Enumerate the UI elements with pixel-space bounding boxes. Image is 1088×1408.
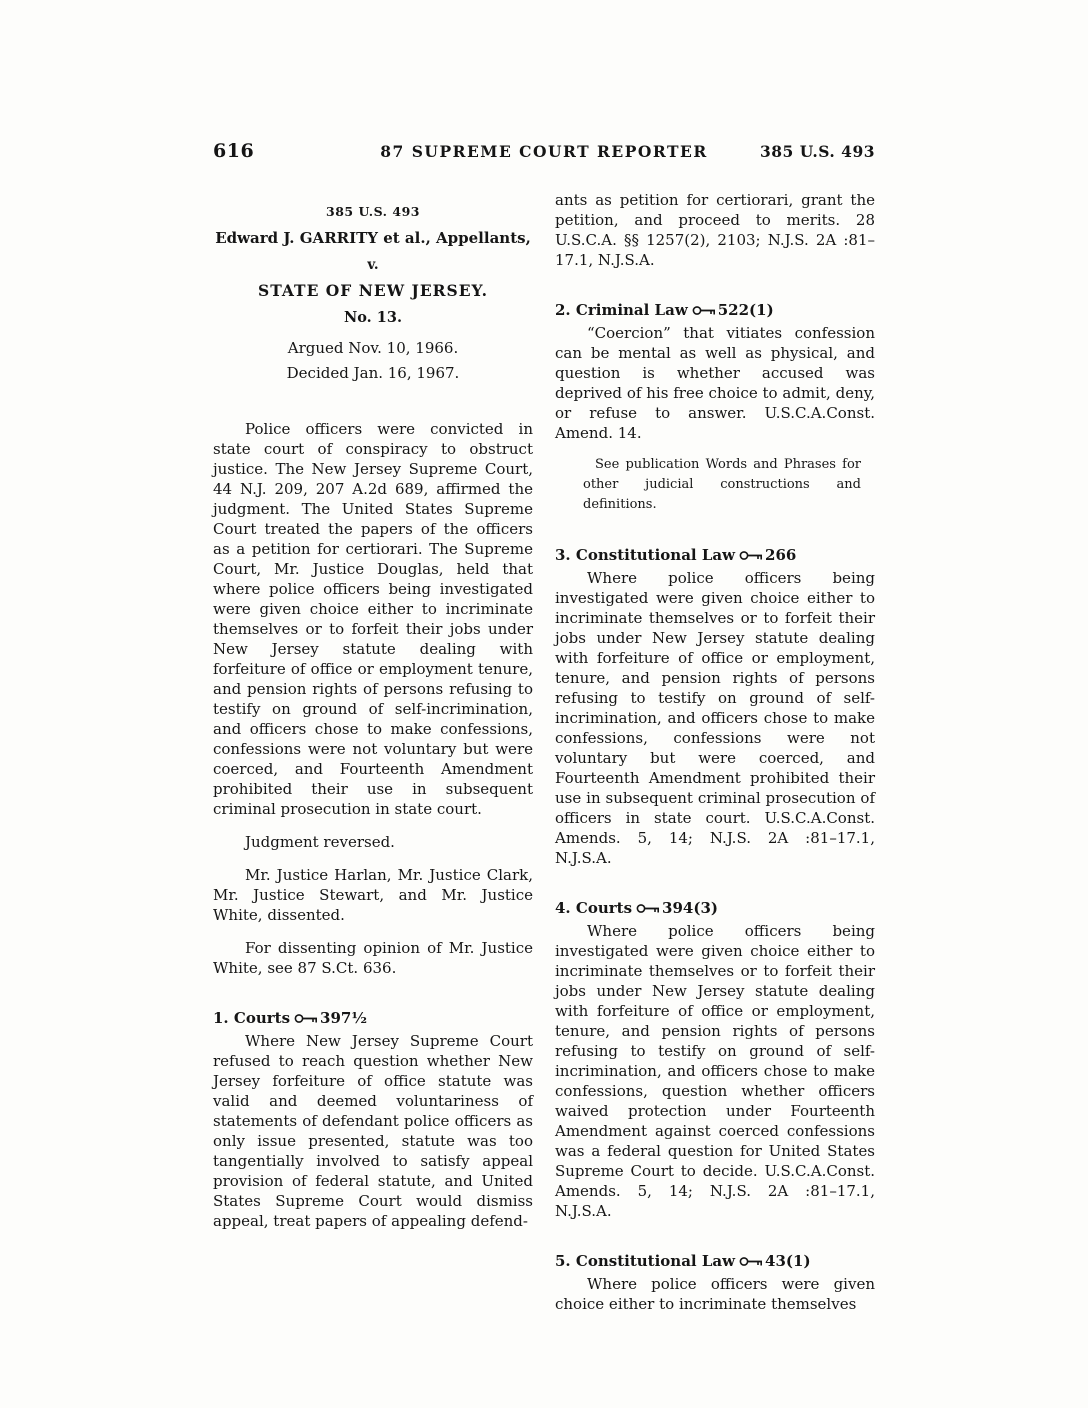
- dissent-line: Mr. Justice Harlan, Mr. Justice Clark, Mr. Justice Stewart, and Mr. Justice White, dissented.: [213, 866, 533, 924]
- page-number: 616: [213, 140, 255, 162]
- running-head: [213, 140, 875, 162]
- volume-citation: 385 U.S. 493: [759, 142, 876, 161]
- key-number-icon: [692, 301, 716, 321]
- key-number-icon: [739, 546, 763, 566]
- left-column: [213, 190, 533, 1314]
- dissent-reference: For dissenting opinion of Mr. Justice White, see 87 S.Ct. 636.: [213, 939, 533, 977]
- case-citation: 385 U.S. 493: [326, 204, 420, 219]
- versus-line: v.: [367, 257, 379, 273]
- case-title-block: [213, 202, 533, 383]
- headnote-1-title: [213, 1008, 533, 1029]
- key-number-icon: [636, 899, 660, 919]
- headnote-5-key: 43(1): [765, 1252, 811, 1270]
- headnote-1: [213, 1008, 533, 1231]
- headnote-3-topic: Constitutional Law: [575, 546, 736, 564]
- headnote-4-body: Where police officers being investigated were given choice either to incriminate themselves or to forfeit their jobs under New Jersey statute dealing with forfeiture of office or employment, tenure, and pension rights of persons refusing to testify on ground of self-incrimination, and officers chose to make confessions, question whether officers waived protection under Fourteenth Amendment against coerced confessions was a federal question for United States Supreme Court to decide. U.S.C.A.Const. Amends. 5, 14; N.J.S. 2A :81–17.1, N.J.S.A.: [555, 922, 875, 1220]
- headnote-5-topic: Constitutional Law: [575, 1252, 736, 1270]
- headnote-2-number: 2.: [555, 301, 571, 319]
- headnote-2-key: 522(1): [717, 301, 774, 319]
- headnote-5: [555, 1251, 875, 1314]
- headnote-2-body: “Coercion” that vitiates confession can be mental as well as physical, and question is whether accused was deprived of his free choice to admit, deny, or refuse to answer. U.S.C.A.Const. Amend. 14.: [555, 324, 875, 442]
- syllabus-summary: Police officers were convicted in state court of conspiracy to obstruct justice. The New Jersey Supreme Court, 44 N.J. 209, 207 A.2d 689, affirmed the judgment. The United States Supreme Court treated the papers of the officers as a petition for certiorari. The Supreme Court, Mr. Justice Douglas, held that where police officers being investigated were given choice either to incriminate themselves or to forfeit their jobs under New Jersey statute dealing with forfeiture of office or employment tenure, and pension rights of persons refusing to testify on ground of self-incrimination, and officers chose to make confessions, confessions were not voluntary but were coerced, and Fourteenth Amendment prohibited their use in subsequent criminal prosecution in state court.: [213, 420, 533, 818]
- headnote-4-number: 4.: [555, 899, 571, 917]
- reporter-title: 87 SUPREME COURT REPORTER: [380, 142, 708, 161]
- right-column: [555, 190, 875, 1314]
- headnote-1-key: 397½: [320, 1009, 368, 1027]
- headnote-1-number: 1.: [213, 1009, 229, 1027]
- decided-date: Decided Jan. 16, 1967.: [286, 364, 460, 382]
- headnote-4: [555, 898, 875, 1221]
- headnote-2: [555, 300, 875, 515]
- headnote-1-body-continued: ants as petition for certiorari, grant the petition, and proceed to merits. 28 U.S.C.A. §§ 1257(2), 2103; N.J.S. 2A :81–17.1, N.J.S.A.: [555, 191, 875, 269]
- headnote-1-body: Where New Jersey Supreme Court refused to reach question whether New Jersey forfeiture of office statute was valid and deemed voluntariness of statements of defendant police officers as only issue presented, statute was too tangentially involved to satisfy appeal provision of federal statute, and United States Supreme Court would dismiss appeal, treat papers of appealing defend-: [213, 1032, 533, 1230]
- headnote-4-key: 394(3): [662, 899, 718, 917]
- page-content: [213, 0, 875, 1314]
- argued-date: Argued Nov. 10, 1966.: [287, 339, 459, 357]
- headnote-2-title: [555, 300, 875, 321]
- key-number-icon: [739, 1252, 763, 1272]
- appellee-line: STATE OF NEW JERSEY.: [258, 281, 488, 300]
- words-and-phrases-note: See publication Words and Phrases for other judicial constructions and definitions.: [583, 457, 861, 512]
- headnote-4-title: [555, 898, 875, 919]
- headnote-3-number: 3.: [555, 546, 571, 564]
- headnote-5-number: 5.: [555, 1252, 571, 1270]
- headnote-3-title: [555, 545, 875, 566]
- key-number-icon: [294, 1009, 318, 1029]
- headnote-5-body: Where police officers were given choice either to incriminate themselves: [555, 1275, 875, 1313]
- docket-number: No. 13.: [344, 309, 402, 326]
- judgment-line: Judgment reversed.: [245, 833, 395, 851]
- headnote-5-title: [555, 1251, 875, 1272]
- headnote-3-key: 266: [765, 546, 797, 564]
- headnote-3-body: Where police officers being investigated were given choice either to incriminate themselves or to forfeit their jobs under New Jersey statute dealing with forfeiture of office or employment, tenure, and pension rights of persons refusing to testify on ground of self-incrimination, and officers chose to make confessions, confessions were not voluntary but were coerced, and Fourteenth Amendment prohibited their use in subsequent criminal prosecution of officers in state court. U.S.C.A.Const. Amends. 5, 14; N.J.S. 2A :81–17.1, N.J.S.A.: [555, 569, 875, 867]
- headnote-4-topic: Courts: [575, 899, 633, 917]
- headnote-1-topic: Courts: [233, 1009, 291, 1027]
- column-layout: [213, 190, 875, 1314]
- headnote-2-topic: Criminal Law: [575, 301, 688, 319]
- appellants-line: Edward J. GARRITY et al., Appellants,: [215, 229, 531, 247]
- headnote-3: [555, 545, 875, 868]
